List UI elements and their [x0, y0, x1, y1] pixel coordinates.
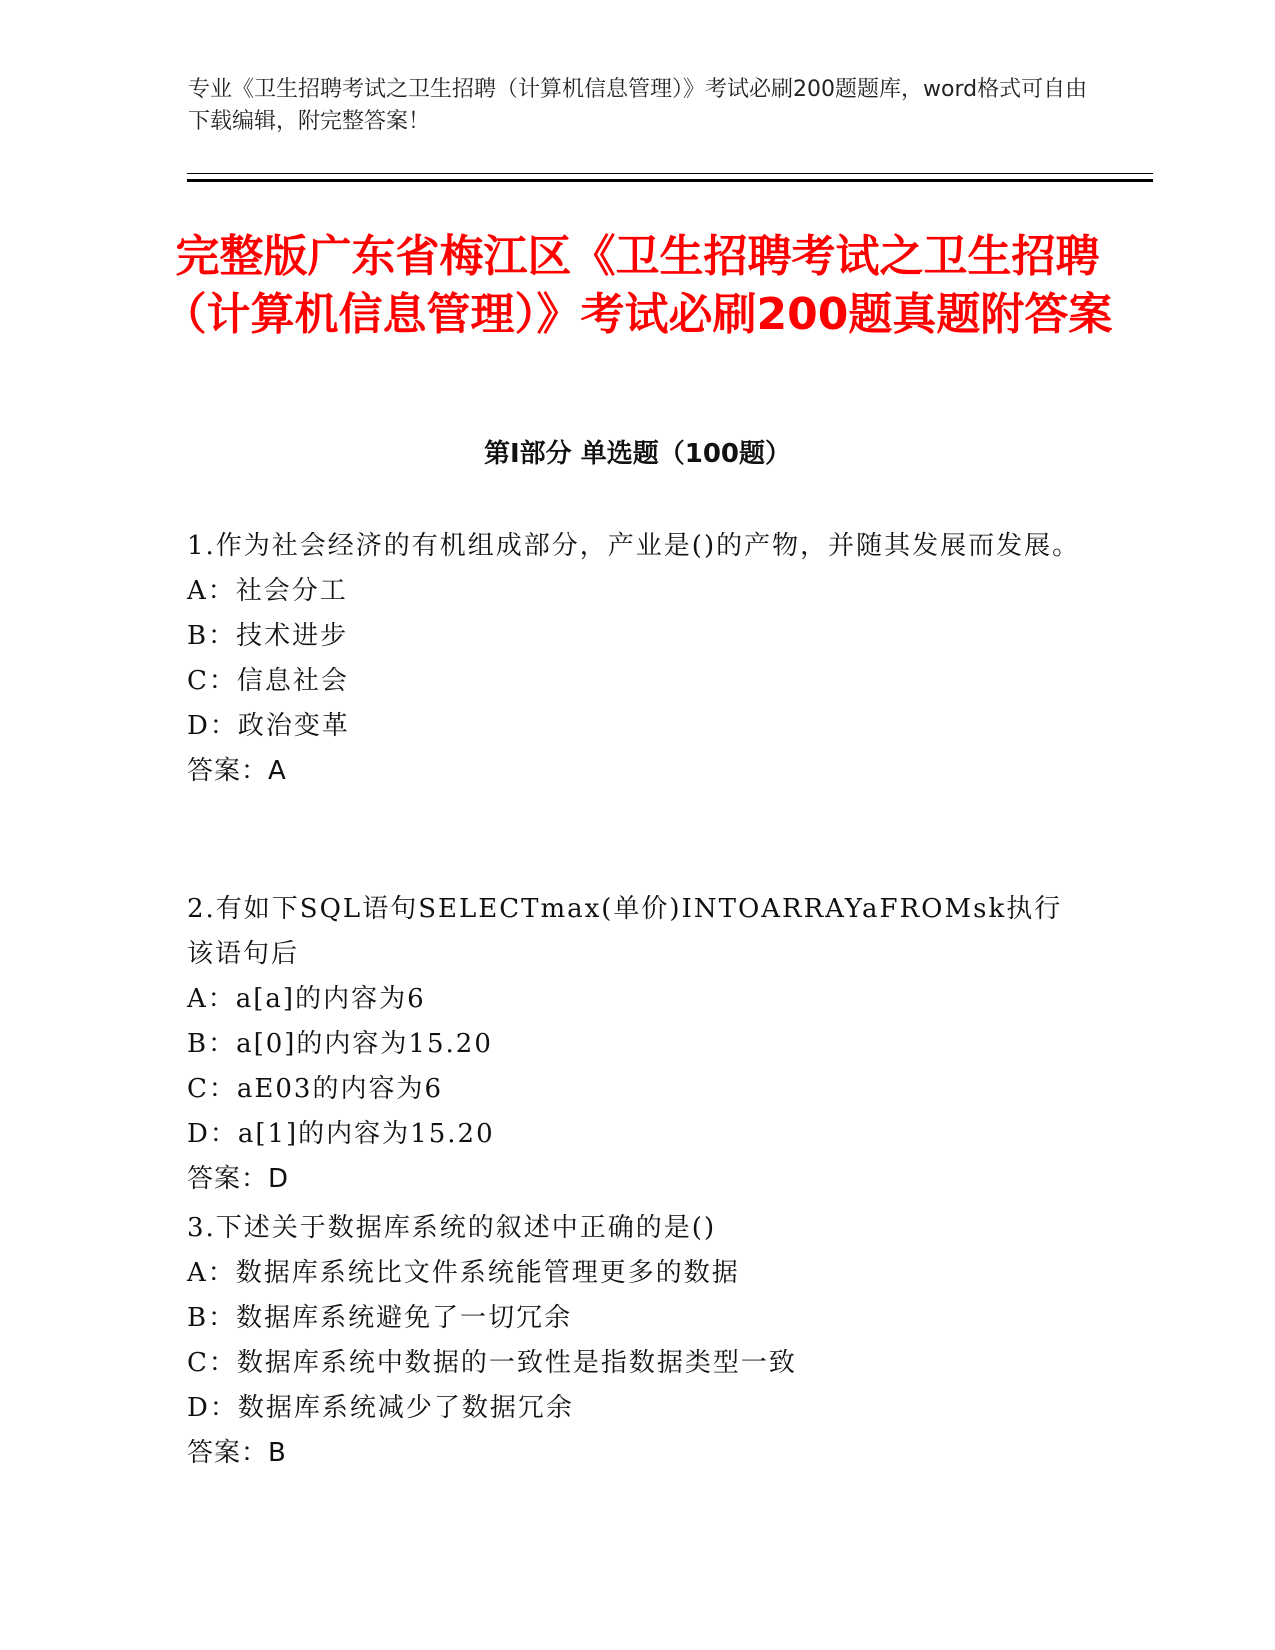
- section-title: 第Ⅰ部分 单选题（100题）: [484, 439, 791, 469]
- header-rule-thin: [187, 173, 1153, 174]
- option-a: A：a[a]的内容为6: [187, 984, 426, 1014]
- answer: 答案：D: [187, 1164, 290, 1194]
- question-1: [187, 524, 1087, 794]
- option-d: D：政治变革: [187, 711, 350, 741]
- option-d: D：数据库系统减少了数据冗余: [187, 1393, 574, 1423]
- option-c: C：数据库系统中数据的一致性是指数据类型一致: [187, 1348, 797, 1378]
- question-stem: 1.作为社会经济的有机组成部分，产业是()的产物，并随其发展而发展。: [187, 531, 1081, 561]
- option-c: C：信息社会: [187, 666, 349, 696]
- question-stem: 3.下述关于数据库系统的叙述中正确的是(): [187, 1213, 717, 1243]
- document-title: 完整版广东省梅江区《卫生招聘考试之卫生招聘（计算机信息管理）》考试必刷200题真题附答案: [162, 231, 1113, 340]
- option-b: B：技术进步: [187, 621, 349, 651]
- option-b: B：数据库系统避免了一切冗余: [187, 1303, 573, 1333]
- header-note: 专业《卫生招聘考试之卫生招聘（计算机信息管理）》考试必刷200题题库，word格式可自由下载编辑，附完整答案！: [188, 77, 1088, 134]
- option-b: B：a[0]的内容为15.20: [187, 1029, 493, 1059]
- option-d: D：a[1]的内容为15.20: [187, 1119, 495, 1149]
- option-a: A：数据库系统比文件系统能管理更多的数据: [187, 1258, 740, 1288]
- question-3: [187, 1206, 1087, 1476]
- header-rule-thick: [187, 179, 1153, 182]
- option-a: A：社会分工: [187, 576, 348, 606]
- answer: 答案：A: [187, 756, 287, 786]
- question-2: [187, 887, 1087, 1202]
- option-c: C：aE03的内容为6: [187, 1074, 444, 1104]
- question-stem: 2.有如下SQL语句SELECTmax(单价)INTOARRAYaFROMsk执行该语句后: [187, 894, 1063, 969]
- answer: 答案：B: [187, 1438, 287, 1468]
